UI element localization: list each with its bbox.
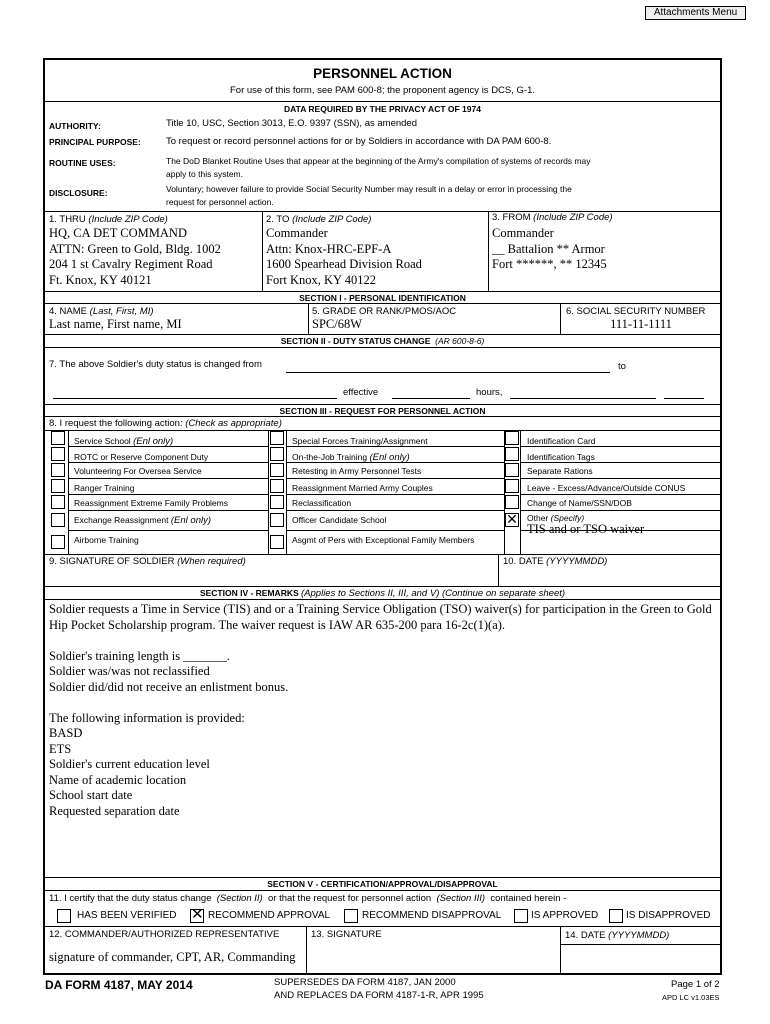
grid-row-line xyxy=(286,446,504,447)
grid-row-line xyxy=(520,446,721,447)
hours-label: hours, xyxy=(476,387,503,398)
commander-date-label: 14. DATE (YYYYMMDD) xyxy=(565,930,670,941)
option-married-couples[interactable]: Reassignment Married Army Couples xyxy=(292,483,433,493)
ssn-label: 6. SOCIAL SECURITY NUMBER xyxy=(566,306,706,317)
action-checkbox[interactable] xyxy=(505,479,519,493)
name-field[interactable]: Last name, First name, MI xyxy=(49,317,182,331)
duty-to-field[interactable] xyxy=(53,398,337,399)
to-label-group: 2. TO (Include ZIP Code) xyxy=(266,214,372,225)
option-id-card[interactable]: Identification Card xyxy=(527,436,596,446)
checkbox-is-disapproved[interactable] xyxy=(609,909,623,923)
duty-from-field[interactable] xyxy=(286,372,610,373)
routine-label: ROUTINE USES: xyxy=(49,158,116,168)
action-checkbox[interactable] xyxy=(51,463,65,477)
remarks-line: Soldier requests a Time in Service (TIS) and or a Training Service Obligation (TSO) waiver(s) for participation in the Green to Gold xyxy=(49,602,712,616)
to-address[interactable]: Commander Attn: Knox-HRC-EPF-A 1600 Spearhead Division Road Fort Knox, KY 40122 xyxy=(266,226,422,287)
remarks-line: Requested separation date xyxy=(49,803,180,818)
duty-status-text: 7. The above Soldier's duty status is changed from xyxy=(49,359,262,370)
check-mark-icon: ✕ xyxy=(506,511,518,527)
grid-row-line xyxy=(520,494,721,495)
thru-address[interactable]: HQ, CA DET COMMAND ATTN: Green to Gold, Bldg. 1002 204 1 st Cavalry Regiment Road Ft. Knox, KY 40121 xyxy=(49,226,221,287)
option-service-school[interactable]: Service School (Enl only) xyxy=(74,436,174,447)
option-oversea-service[interactable]: Volunteering For Oversea Service xyxy=(74,466,202,476)
action-checkbox[interactable] xyxy=(270,535,284,549)
remarks-line: Soldier's current education level xyxy=(49,757,210,771)
grid-row-line xyxy=(520,510,721,511)
ssn-field[interactable]: 111-11-1111 xyxy=(610,317,672,331)
grid-row-line xyxy=(520,462,721,463)
option-exceptional-family[interactable]: Asgmt of Pers with Exceptional Family Members xyxy=(292,535,475,545)
option-other[interactable]: Other (Specify) xyxy=(527,513,585,523)
checkbox-has-been-verified[interactable] xyxy=(57,909,71,923)
from-address[interactable]: Commander __ Battalion ** Armor Fort ******, ** 12345 xyxy=(492,226,607,271)
option-reclassification[interactable]: Reclassification xyxy=(292,498,352,508)
label-is-approved: IS APPROVED xyxy=(531,910,599,921)
soldier-signature-label: 9. SIGNATURE OF SOLDIER (When required) xyxy=(49,556,246,567)
grid-row-line xyxy=(68,530,268,531)
remarks-line: Soldier's training length is _______. xyxy=(49,648,231,663)
effective-date-field[interactable] xyxy=(392,398,470,399)
option-change-name[interactable]: Change of Name/SSN/DOB xyxy=(527,498,632,508)
disclosure-text-1: Voluntary; however failure to provide Social Security Number may result in a delay or error in processing the xyxy=(166,184,572,194)
from-label-group: 3. FROM (Include ZIP Code) xyxy=(492,212,613,223)
other-specify-field[interactable]: TIS and or TSO waiver xyxy=(527,522,645,536)
page-number: Page 1 of 2 xyxy=(671,979,720,990)
hours-field-b[interactable] xyxy=(664,398,704,399)
option-separate-rations[interactable]: Separate Rations xyxy=(527,466,593,476)
label-is-disapproved: IS DISAPPROVED xyxy=(626,910,711,921)
disclosure-label: DISCLOSURE: xyxy=(49,188,108,198)
soldier-date-label: 10. DATE (YYYYMMDD) xyxy=(503,556,608,567)
action-checkbox[interactable] xyxy=(51,495,65,509)
remarks-line xyxy=(49,633,717,649)
action-checkbox[interactable] xyxy=(51,431,65,445)
commander-label: 12. COMMANDER/AUTHORIZED REPRESENTATIVE xyxy=(49,929,280,940)
action-checkbox[interactable] xyxy=(270,513,284,527)
action-checkbox[interactable] xyxy=(505,513,519,527)
label-recommend-disapproval: RECOMMEND DISAPPROVAL xyxy=(362,910,502,921)
privacy-header: DATA REQUIRED BY THE PRIVACY ACT OF 1974 xyxy=(284,104,481,114)
hours-field-a[interactable] xyxy=(510,398,656,399)
remarks-line xyxy=(49,695,717,711)
section1-header: SECTION I - PERSONAL IDENTIFICATION xyxy=(299,293,466,303)
action-checkbox[interactable] xyxy=(51,479,65,493)
form-id: DA FORM 4187, MAY 2014 xyxy=(45,978,193,992)
option-airborne-training[interactable]: Airborne Training xyxy=(74,535,139,545)
section5-header: SECTION V - CERTIFICATION/APPROVAL/DISAPPROVAL xyxy=(267,879,498,889)
grid-row-line xyxy=(68,462,268,463)
action-checkbox[interactable] xyxy=(51,513,65,527)
effective-label: effective xyxy=(343,387,379,398)
name-label-group: 4. NAME (Last, First, MI) xyxy=(49,306,154,317)
form-subtitle: For use of this form, see PAM 600-8; the proponent agency is DCS, G-1. xyxy=(229,85,536,96)
grid-row-line xyxy=(520,478,721,479)
action-checkbox[interactable] xyxy=(505,447,519,461)
checkbox-is-approved[interactable] xyxy=(514,909,528,923)
action-request-label: 8. I request the following action: (Check as appropriate) xyxy=(49,418,282,429)
section4-header-group: SECTION IV - REMARKS (Applies to Sections II, III, and V) (Continue on separate sheet) xyxy=(199,588,566,599)
disclosure-text-2: request for personnel action. xyxy=(166,197,274,207)
routine-text-2: apply to this system. xyxy=(166,169,244,179)
option-rotc[interactable]: ROTC or Reserve Component Duty xyxy=(74,452,209,462)
purpose-label: PRINCIPAL PURPOSE: xyxy=(49,137,141,147)
check-mark-icon: ✕ xyxy=(191,906,204,923)
grid-row-line xyxy=(286,510,504,511)
option-ojt[interactable]: On-the-Job Training (Enl only) xyxy=(292,452,410,463)
grid-row-line xyxy=(68,494,268,495)
action-checkbox[interactable] xyxy=(270,463,284,477)
authority-text: Title 10, USC, Section 3013, E.O. 9397 (SSN), as amended xyxy=(166,118,417,129)
grid-row-line xyxy=(68,510,268,511)
duty-to-label: to xyxy=(618,361,626,372)
form-version: APD LC v1.03ES xyxy=(662,993,720,1002)
option-leave[interactable]: Leave - Excess/Advance/Outside CONUS xyxy=(527,483,686,493)
section3-header: SECTION III - REQUEST FOR PERSONNEL ACTION xyxy=(279,406,486,416)
action-checkbox[interactable] xyxy=(505,463,519,477)
option-id-tags[interactable]: Identification Tags xyxy=(527,452,595,462)
grid-row-line xyxy=(68,478,268,479)
certify-text: 11. I certify that the duty status change (Section II) or that the request for personnel action (Section III) contained herein - xyxy=(49,893,567,904)
remarks-line: Name of academic location xyxy=(49,772,187,787)
remarks-line: BASD xyxy=(49,726,83,740)
action-checkbox[interactable] xyxy=(51,535,65,549)
action-checkbox[interactable] xyxy=(270,495,284,509)
option-ocs[interactable]: Officer Candidate School xyxy=(292,515,387,525)
grid-row-line xyxy=(286,478,504,479)
purpose-text: To request or record personnel actions for or by Soldiers in accordance with DA PAM 600-8. xyxy=(166,136,552,147)
remarks-line: Hip Pocket Scholarship program. The waiver request is IAW AR 635-200 para 16-2c(1)(a). xyxy=(49,617,506,632)
thru-label-group: 1. THRU (Include ZIP Code) xyxy=(49,214,168,225)
action-checkbox[interactable] xyxy=(505,431,519,445)
form-title: PERSONNEL ACTION xyxy=(313,66,452,81)
grid-row-line xyxy=(286,530,504,531)
remarks-line: School start date xyxy=(49,788,133,802)
option-exchange-reassignment[interactable]: Exchange Reassignment (Enl only) xyxy=(74,515,212,526)
remarks-line: Soldier was/was not reclassified xyxy=(49,664,210,678)
option-special-forces[interactable]: Special Forces Training/Assignment xyxy=(292,436,428,446)
remarks-line: ETS xyxy=(49,741,72,756)
label-recommend-approval: RECOMMEND APPROVAL xyxy=(208,910,331,921)
remarks-field[interactable] xyxy=(49,602,717,819)
attachments-menu-button[interactable]: Attachments Menu xyxy=(645,6,746,20)
action-checkbox[interactable] xyxy=(505,495,519,509)
grade-label: 5. GRADE OR RANK/PMOS/AOC xyxy=(312,306,457,317)
action-checkbox[interactable] xyxy=(270,479,284,493)
label-has-been-verified: HAS BEEN VERIFIED xyxy=(77,910,177,921)
supersedes-line-2: AND REPLACES DA FORM 4187-1-R, APR 1995 xyxy=(274,990,484,1001)
commander-signature-label: 13. SIGNATURE xyxy=(311,929,382,940)
action-checkbox[interactable] xyxy=(270,447,284,461)
authority-label: AUTHORITY: xyxy=(49,121,101,131)
action-checkbox[interactable] xyxy=(270,431,284,445)
option-retesting[interactable]: Retesting in Army Personnel Tests xyxy=(292,466,422,476)
grade-field[interactable]: SPC/68W xyxy=(312,317,363,331)
checkbox-recommend-disapproval[interactable] xyxy=(344,909,358,923)
commander-field[interactable]: signature of commander, CPT, AR, Commanding xyxy=(49,950,296,964)
checkbox-recommend-approval[interactable] xyxy=(190,906,204,923)
option-reassignment-family[interactable]: Reassignment Extreme Family Problems xyxy=(74,498,228,508)
option-ranger-training[interactable]: Ranger Training xyxy=(74,483,135,493)
routine-text-1: The DoD Blanket Routine Uses that appear at the beginning of the Army's compilation of systems of records may xyxy=(166,156,591,166)
remarks-line: Soldier did/did not receive an enlistment bonus. xyxy=(49,679,289,694)
action-checkbox[interactable] xyxy=(51,447,65,461)
remarks-line: The following information is provided: xyxy=(49,710,245,725)
grid-row-line xyxy=(286,494,504,495)
section2-header-group: SECTION II - DUTY STATUS CHANGE (AR 600-8-6) xyxy=(280,336,485,346)
supersedes-line-1: SUPERSEDES DA FORM 4187, JAN 2000 xyxy=(274,977,456,988)
